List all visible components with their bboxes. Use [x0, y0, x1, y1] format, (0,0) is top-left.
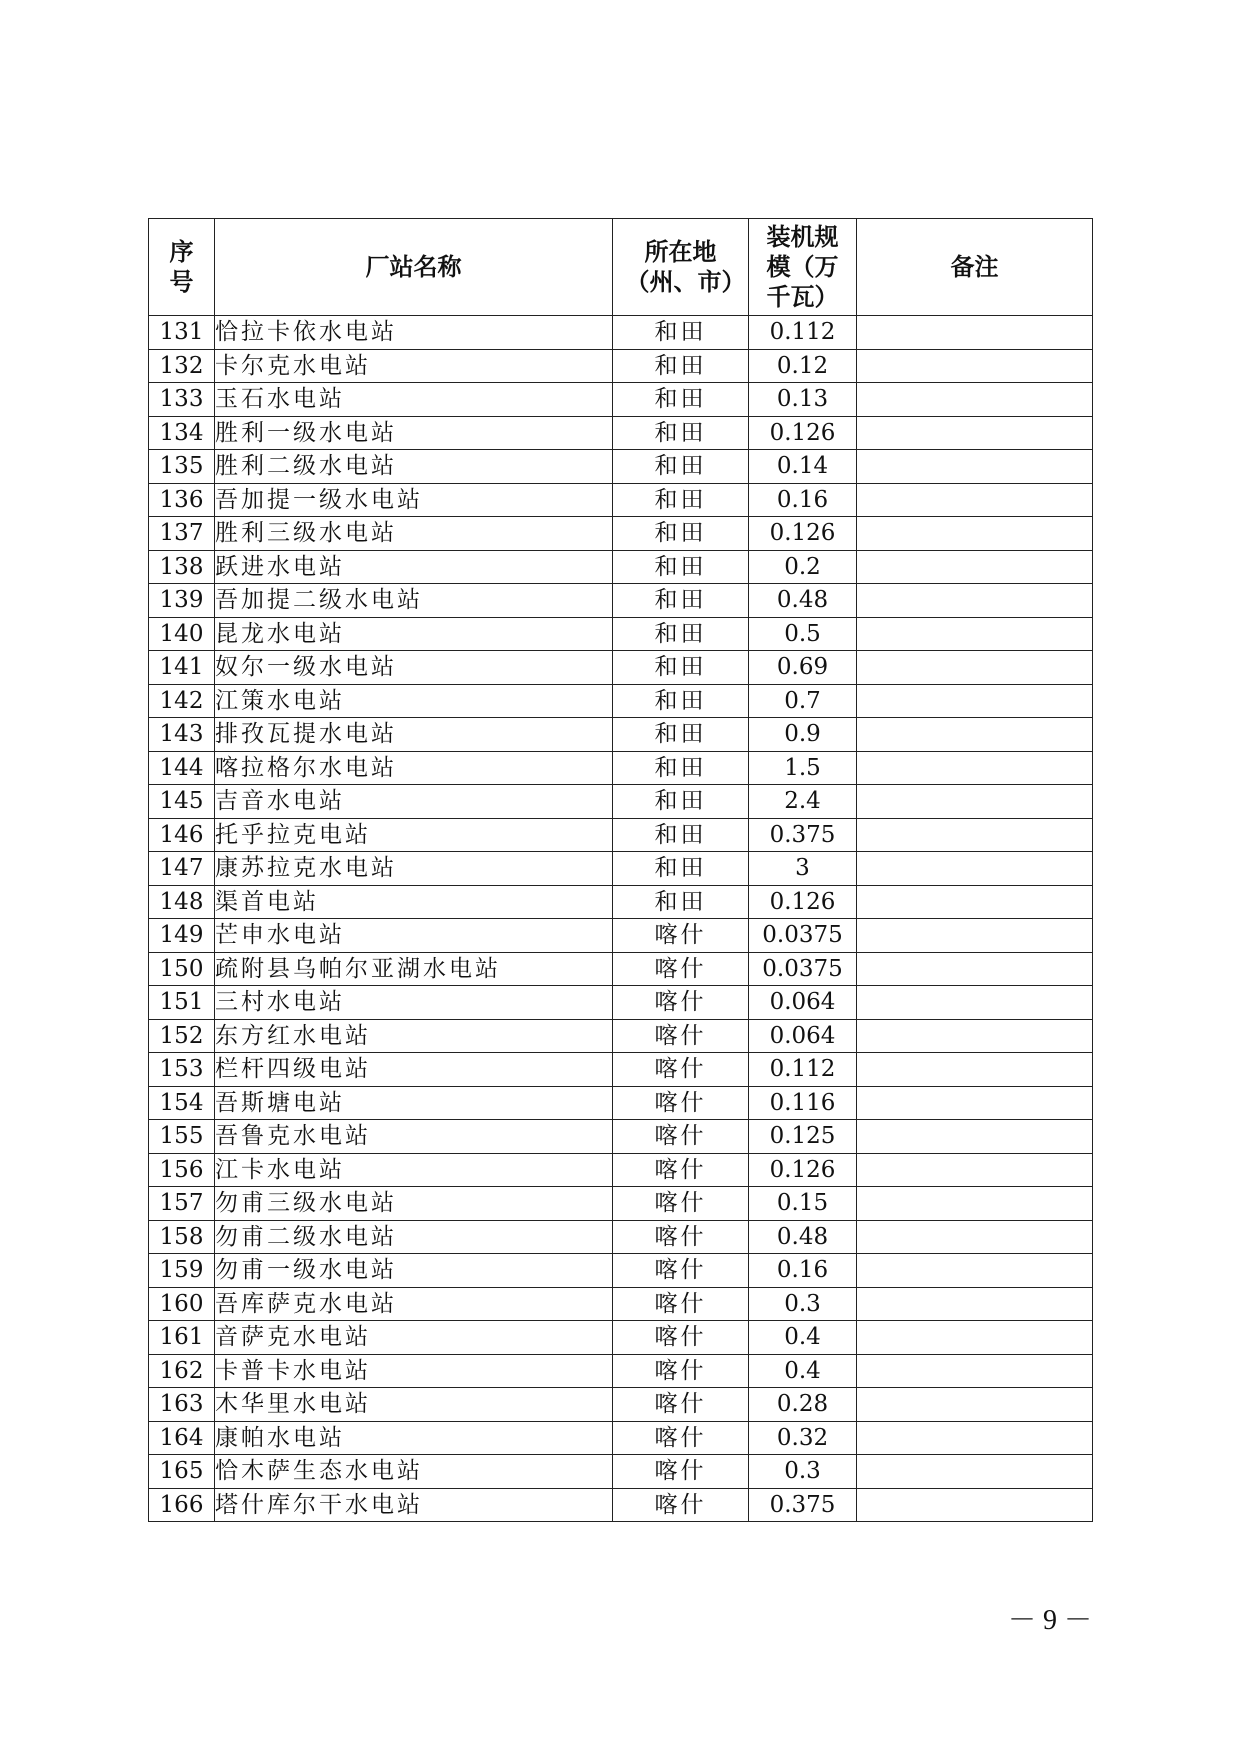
cell-seq: 140: [149, 617, 215, 651]
cell-station-name: 卡尔克水电站: [215, 349, 613, 383]
cell-location: 喀什: [613, 1455, 749, 1489]
page-number: － 9 －: [1007, 1605, 1092, 1636]
cell-note: [857, 550, 1093, 584]
cell-location: 和田: [613, 617, 749, 651]
cell-location: 喀什: [613, 1321, 749, 1355]
cell-capacity: 0.375: [749, 818, 857, 852]
cell-note: [857, 1153, 1093, 1187]
cell-location: 和田: [613, 751, 749, 785]
power-station-table: [148, 218, 1093, 1522]
cell-note: [857, 517, 1093, 551]
cell-capacity: 0.126: [749, 885, 857, 919]
cell-capacity: 0.0375: [749, 919, 857, 953]
cell-location: 喀什: [613, 952, 749, 986]
cell-capacity: 1.5: [749, 751, 857, 785]
cell-location: 和田: [613, 852, 749, 886]
cell-note: [857, 1488, 1093, 1522]
table-row: [149, 1019, 1093, 1053]
cell-capacity: 0.126: [749, 517, 857, 551]
cell-capacity: 0.4: [749, 1321, 857, 1355]
cell-station-name: 康苏拉克水电站: [215, 852, 613, 886]
table-row: [149, 1287, 1093, 1321]
cell-location: 和田: [613, 818, 749, 852]
table-row: [149, 483, 1093, 517]
table-row: [149, 550, 1093, 584]
table-body: [149, 316, 1093, 1522]
cell-capacity: 0.0375: [749, 952, 857, 986]
table-row: [149, 1220, 1093, 1254]
cell-location: 和田: [613, 684, 749, 718]
cell-capacity: 2.4: [749, 785, 857, 819]
cell-seq: 133: [149, 383, 215, 417]
cell-seq: 145: [149, 785, 215, 819]
cell-capacity: 0.7: [749, 684, 857, 718]
cell-location: 和田: [613, 483, 749, 517]
cell-seq: 159: [149, 1254, 215, 1288]
cell-location: 喀什: [613, 1287, 749, 1321]
table-row: [149, 852, 1093, 886]
cell-seq: 146: [149, 818, 215, 852]
cell-station-name: 江卡水电站: [215, 1153, 613, 1187]
cell-note: [857, 651, 1093, 685]
cell-note: [857, 1287, 1093, 1321]
cell-station-name: 勿甫三级水电站: [215, 1187, 613, 1221]
cell-capacity: 0.126: [749, 1153, 857, 1187]
header-seq: 序号: [149, 219, 215, 316]
cell-station-name: 三村水电站: [215, 986, 613, 1020]
table-row: [149, 986, 1093, 1020]
cell-capacity: 0.3: [749, 1287, 857, 1321]
cell-seq: 165: [149, 1455, 215, 1489]
cell-note: [857, 483, 1093, 517]
cell-note: [857, 1354, 1093, 1388]
table-row: [149, 1388, 1093, 1422]
cell-location: 和田: [613, 785, 749, 819]
cell-station-name: 昆龙水电站: [215, 617, 613, 651]
table-row: [149, 1488, 1093, 1522]
cell-note: [857, 1187, 1093, 1221]
cell-capacity: 0.375: [749, 1488, 857, 1522]
cell-station-name: 栏杆四级电站: [215, 1053, 613, 1087]
table-header-row: [149, 219, 1093, 316]
cell-note: [857, 1388, 1093, 1422]
cell-seq: 152: [149, 1019, 215, 1053]
table-row: [149, 885, 1093, 919]
cell-location: 喀什: [613, 1120, 749, 1154]
cell-station-name: 江策水电站: [215, 684, 613, 718]
cell-seq: 166: [149, 1488, 215, 1522]
header-station-name: 厂站名称: [215, 219, 613, 316]
cell-capacity: 0.12: [749, 349, 857, 383]
cell-station-name: 塔什库尔干水电站: [215, 1488, 613, 1522]
cell-seq: 131: [149, 316, 215, 350]
table-row: [149, 1321, 1093, 1355]
cell-location: 喀什: [613, 1354, 749, 1388]
cell-station-name: 托乎拉克电站: [215, 818, 613, 852]
cell-seq: 134: [149, 416, 215, 450]
table-row: [149, 517, 1093, 551]
cell-capacity: 0.126: [749, 416, 857, 450]
cell-capacity: 3: [749, 852, 857, 886]
cell-location: 和田: [613, 550, 749, 584]
cell-note: [857, 785, 1093, 819]
cell-note: [857, 751, 1093, 785]
cell-note: [857, 1053, 1093, 1087]
table-row: [149, 450, 1093, 484]
cell-seq: 162: [149, 1354, 215, 1388]
cell-capacity: 0.5: [749, 617, 857, 651]
cell-seq: 144: [149, 751, 215, 785]
cell-station-name: 卡普卡水电站: [215, 1354, 613, 1388]
cell-seq: 136: [149, 483, 215, 517]
cell-station-name: 康帕水电站: [215, 1421, 613, 1455]
cell-station-name: 吾加提二级水电站: [215, 584, 613, 618]
cell-station-name: 玉石水电站: [215, 383, 613, 417]
cell-note: [857, 1120, 1093, 1154]
cell-note: [857, 952, 1093, 986]
cell-seq: 156: [149, 1153, 215, 1187]
cell-capacity: 0.116: [749, 1086, 857, 1120]
cell-station-name: 吉音水电站: [215, 785, 613, 819]
cell-location: 喀什: [613, 1053, 749, 1087]
table-row: [149, 349, 1093, 383]
cell-station-name: 音萨克水电站: [215, 1321, 613, 1355]
cell-location: 喀什: [613, 1254, 749, 1288]
table-row: [149, 1086, 1093, 1120]
cell-seq: 158: [149, 1220, 215, 1254]
cell-note: [857, 919, 1093, 953]
cell-capacity: 0.064: [749, 1019, 857, 1053]
table-row: [149, 718, 1093, 752]
cell-note: [857, 718, 1093, 752]
cell-note: [857, 684, 1093, 718]
cell-location: 和田: [613, 416, 749, 450]
cell-station-name: 勿甫二级水电站: [215, 1220, 613, 1254]
table-row: [149, 584, 1093, 618]
table-row: [149, 1187, 1093, 1221]
table-row: [149, 785, 1093, 819]
cell-station-name: 奴尔一级水电站: [215, 651, 613, 685]
cell-note: [857, 1220, 1093, 1254]
header-capacity: 装机规模（万千瓦）: [749, 219, 857, 316]
cell-station-name: 恰木萨生态水电站: [215, 1455, 613, 1489]
cell-station-name: 胜利一级水电站: [215, 416, 613, 450]
table-row: [149, 651, 1093, 685]
cell-capacity: 0.28: [749, 1388, 857, 1422]
cell-station-name: 胜利二级水电站: [215, 450, 613, 484]
cell-station-name: 勿甫一级水电站: [215, 1254, 613, 1288]
cell-location: 和田: [613, 450, 749, 484]
cell-location: 和田: [613, 718, 749, 752]
table-row: [149, 1421, 1093, 1455]
cell-station-name: 吾加提一级水电站: [215, 483, 613, 517]
cell-capacity: 0.3: [749, 1455, 857, 1489]
cell-capacity: 0.13: [749, 383, 857, 417]
cell-station-name: 跃进水电站: [215, 550, 613, 584]
cell-seq: 149: [149, 919, 215, 953]
cell-note: [857, 416, 1093, 450]
cell-capacity: 0.48: [749, 584, 857, 618]
cell-note: [857, 885, 1093, 919]
cell-station-name: 东方红水电站: [215, 1019, 613, 1053]
cell-location: 和田: [613, 517, 749, 551]
cell-capacity: 0.064: [749, 986, 857, 1020]
cell-capacity: 0.16: [749, 1254, 857, 1288]
table-row: [149, 1254, 1093, 1288]
cell-seq: 160: [149, 1287, 215, 1321]
cell-note: [857, 1019, 1093, 1053]
cell-station-name: 排孜瓦提水电站: [215, 718, 613, 752]
table-row: [149, 818, 1093, 852]
cell-capacity: 0.112: [749, 316, 857, 350]
table-row: [149, 919, 1093, 953]
table-row: [149, 1455, 1093, 1489]
table-row: [149, 684, 1093, 718]
cell-seq: 132: [149, 349, 215, 383]
cell-note: [857, 1421, 1093, 1455]
header-note: 备注: [857, 219, 1093, 316]
cell-note: [857, 584, 1093, 618]
cell-location: 和田: [613, 584, 749, 618]
cell-capacity: 0.14: [749, 450, 857, 484]
cell-location: 喀什: [613, 1388, 749, 1422]
cell-note: [857, 1086, 1093, 1120]
cell-station-name: 吾斯塘电站: [215, 1086, 613, 1120]
cell-seq: 143: [149, 718, 215, 752]
cell-note: [857, 852, 1093, 886]
cell-note: [857, 316, 1093, 350]
cell-seq: 151: [149, 986, 215, 1020]
cell-location: 喀什: [613, 919, 749, 953]
cell-seq: 153: [149, 1053, 215, 1087]
cell-capacity: 0.4: [749, 1354, 857, 1388]
table-row: [149, 952, 1093, 986]
cell-seq: 141: [149, 651, 215, 685]
cell-seq: 135: [149, 450, 215, 484]
cell-note: [857, 986, 1093, 1020]
cell-location: 喀什: [613, 1421, 749, 1455]
cell-note: [857, 1321, 1093, 1355]
cell-station-name: 吾库萨克水电站: [215, 1287, 613, 1321]
cell-capacity: 0.16: [749, 483, 857, 517]
cell-location: 和田: [613, 651, 749, 685]
cell-location: 喀什: [613, 986, 749, 1020]
table-row: [149, 416, 1093, 450]
cell-station-name: 疏附县乌帕尔亚湖水电站: [215, 952, 613, 986]
cell-note: [857, 1455, 1093, 1489]
table-row: [149, 383, 1093, 417]
table-row: [149, 1120, 1093, 1154]
cell-capacity: 0.32: [749, 1421, 857, 1455]
header-location: 所在地（州、市）: [613, 219, 749, 316]
cell-note: [857, 818, 1093, 852]
cell-station-name: 芒申水电站: [215, 919, 613, 953]
cell-seq: 138: [149, 550, 215, 584]
cell-note: [857, 349, 1093, 383]
cell-location: 和田: [613, 349, 749, 383]
cell-capacity: 0.69: [749, 651, 857, 685]
cell-seq: 139: [149, 584, 215, 618]
table-row: [149, 617, 1093, 651]
cell-seq: 161: [149, 1321, 215, 1355]
cell-note: [857, 383, 1093, 417]
table-row: [149, 316, 1093, 350]
cell-note: [857, 617, 1093, 651]
table-row: [149, 1053, 1093, 1087]
cell-station-name: 渠首电站: [215, 885, 613, 919]
table-row: [149, 1153, 1093, 1187]
cell-station-name: 喀拉格尔水电站: [215, 751, 613, 785]
cell-seq: 157: [149, 1187, 215, 1221]
cell-location: 喀什: [613, 1220, 749, 1254]
cell-station-name: 吾鲁克水电站: [215, 1120, 613, 1154]
cell-seq: 164: [149, 1421, 215, 1455]
cell-seq: 147: [149, 852, 215, 886]
cell-seq: 150: [149, 952, 215, 986]
cell-location: 和田: [613, 885, 749, 919]
cell-location: 和田: [613, 383, 749, 417]
cell-capacity: 0.15: [749, 1187, 857, 1221]
cell-location: 喀什: [613, 1187, 749, 1221]
cell-seq: 142: [149, 684, 215, 718]
cell-location: 喀什: [613, 1153, 749, 1187]
cell-capacity: 0.48: [749, 1220, 857, 1254]
cell-seq: 154: [149, 1086, 215, 1120]
cell-capacity: 0.2: [749, 550, 857, 584]
cell-seq: 163: [149, 1388, 215, 1422]
cell-capacity: 0.112: [749, 1053, 857, 1087]
cell-seq: 148: [149, 885, 215, 919]
cell-location: 和田: [613, 316, 749, 350]
cell-station-name: 胜利三级水电站: [215, 517, 613, 551]
cell-location: 喀什: [613, 1086, 749, 1120]
cell-capacity: 0.125: [749, 1120, 857, 1154]
cell-note: [857, 450, 1093, 484]
table-row: [149, 751, 1093, 785]
cell-seq: 137: [149, 517, 215, 551]
cell-station-name: 恰拉卡依水电站: [215, 316, 613, 350]
cell-note: [857, 1254, 1093, 1288]
table-row: [149, 1354, 1093, 1388]
cell-capacity: 0.9: [749, 718, 857, 752]
cell-location: 喀什: [613, 1019, 749, 1053]
cell-seq: 155: [149, 1120, 215, 1154]
cell-station-name: 木华里水电站: [215, 1388, 613, 1422]
cell-location: 喀什: [613, 1488, 749, 1522]
